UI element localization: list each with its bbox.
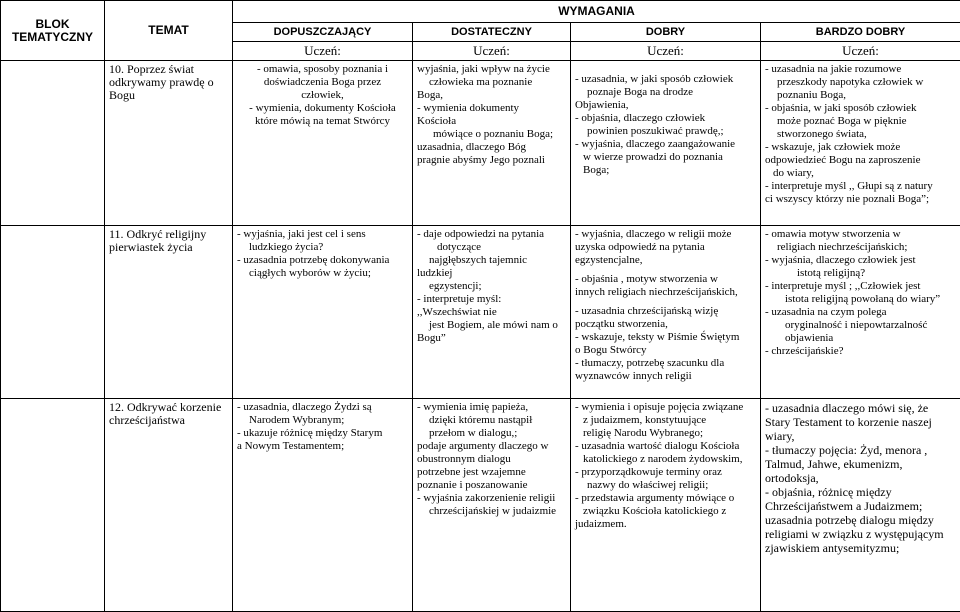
topic-cell: 12. Odkrywać korzenie chrześcijaństwa (105, 399, 233, 612)
requirement-cell: - uzasadnia, w jaki sposób człowiek poznaje Boga na drodze Objawienia, - objaśnia, dlaczego człowiek powinien poszukiwać prawdę,; - wyjaśnia, dlaczego zaangażowanie w wierze prowadzi do poznania Boga; (571, 61, 761, 226)
requirement-cell: - omawia motyw stworzenia w religiach niechrześcijańskich; - wyjaśnia, dlaczego człowiek jest istotą religijną? - interpretuje myśl ; ,,Człowiek jest istota religijną powołaną do wiary” - uzasadnia na czym polega oryginalność i niepowtarzalność objawienia - chrześcijańskie? (761, 226, 960, 399)
requirement-cell: - uzasadnia, dlaczego Żydzi są Narodem Wybranym; - ukazuje różnicę między Starym a Nowym Testamentem; (233, 399, 413, 612)
header-uczen: Uczeń: (413, 42, 571, 61)
header-wymagania: WYMAGANIA (233, 1, 960, 23)
header-level-dobry: DOBRY (571, 23, 761, 42)
requirement-cell: - uzasadnia dlaczego mówi się, że Stary Testament to korzenie naszej wiary, - tłumaczy pojęcia: Żyd, menora , Talmud, Jahwe, ekumenizm, ortodoksja, - objaśnia, różnicę między Chrześcijaństwem a Judaizmem; uzasadnia potrzebę dialogu między religiami w związku z występującym zjawiskiem antysemityzmu; (761, 399, 960, 612)
header-uczen: Uczeń: (571, 42, 761, 61)
topic-cell: 10. Poprzez świat odkrywamy prawdę o Bogu (105, 61, 233, 226)
block-cell (1, 226, 105, 399)
header-blok: BLOK TEMATYCZNY (1, 1, 105, 61)
requirement-cell: - daje odpowiedzi na pytania dotyczące najgłębszych tajemnic ludzkiej egzystencji; - interpretuje myśl: ,,Wszechświat nie jest Bogiem, ale mówi nam o Bogu” (413, 226, 571, 399)
topic-cell: 11. Odkryć religijny pierwiastek życia (105, 226, 233, 399)
header-level-dostateczny: DOSTATECZNY (413, 23, 571, 42)
header-uczen: Uczeń: (233, 42, 413, 61)
requirement-cell: - omawia, sposoby poznania i doświadczenia Boga przez człowiek, - wymienia, dokumenty Kościoła które mówią na temat Stwórcy (233, 61, 413, 226)
header-level-bardzo-dobry: BARDZO DOBRY (761, 23, 960, 42)
requirement-cell: wyjaśnia, jaki wpływ na życie człowieka ma poznanie Boga, - wymienia dokumenty Kościoła mówiące o poznaniu Boga; uzasadnia, dlaczego Bóg pragnie abyśmy Jego poznali (413, 61, 571, 226)
header-temat: TEMAT (105, 1, 233, 61)
table-row (1, 399, 960, 612)
requirement-cell: - wyjaśnia, dlaczego w religii może uzyska odpowiedź na pytania egzystencjalne, - objaśnia , motyw stworzenia w innych religiach niechrześcijańskich, - uzasadnia chrześcijańską wizję początku stworzenia, - wskazuje, teksty w Piśmie Świętym o Bogu Stwórcy - tłumaczy, potrzebę szacunku dla wyznawców innych religii (571, 226, 761, 399)
requirement-cell: - wyjaśnia, jaki jest cel i sens ludzkiego życia? - uzasadnia potrzebę dokonywania ciągłych wyborów w życiu; (233, 226, 413, 399)
block-cell (1, 399, 105, 612)
header-uczen: Uczeń: (761, 42, 960, 61)
requirement-cell: - wymienia i opisuje pojęcia związane z judaizmem, konstytuujące religię Narodu Wybranego; - uzasadnia wartość dialogu Kościoła katolickiego z narodem żydowskim, - przyporządkowuje terminy oraz nazwy do właściwej religii; - przedstawia argumenty mówiące o związku Kościoła katolickiego z judaizmem. (571, 399, 761, 612)
requirement-cell: - wymienia imię papieża, dzięki któremu nastąpił przełom w dialogu,; podaje argumenty dlaczego w obustronnym dialogu potrzebne jest wzajemne poznanie i poszanowanie - wyjaśnia zakorzenienie religii chrześcijańskiej w judaizmie (413, 399, 571, 612)
block-cell (1, 61, 105, 226)
requirement-cell: - uzasadnia na jakie rozumowe przeszkody napotyka człowiek w poznaniu Boga, - objaśnia, w jaki sposób człowiek może poznać Boga w pięknie stworzonego świata, - wskazuje, jak człowiek może odpowiedzieć Bogu na zaproszenie do wiary, - interpretuje myśl ,, Głupi są z natury ci wszyscy którzy nie poznali Boga”; (761, 61, 960, 226)
table-row (1, 61, 960, 226)
table-row (1, 226, 960, 399)
header-level-dopuszczajacy: DOPUSZCZAJĄCY (233, 23, 413, 42)
